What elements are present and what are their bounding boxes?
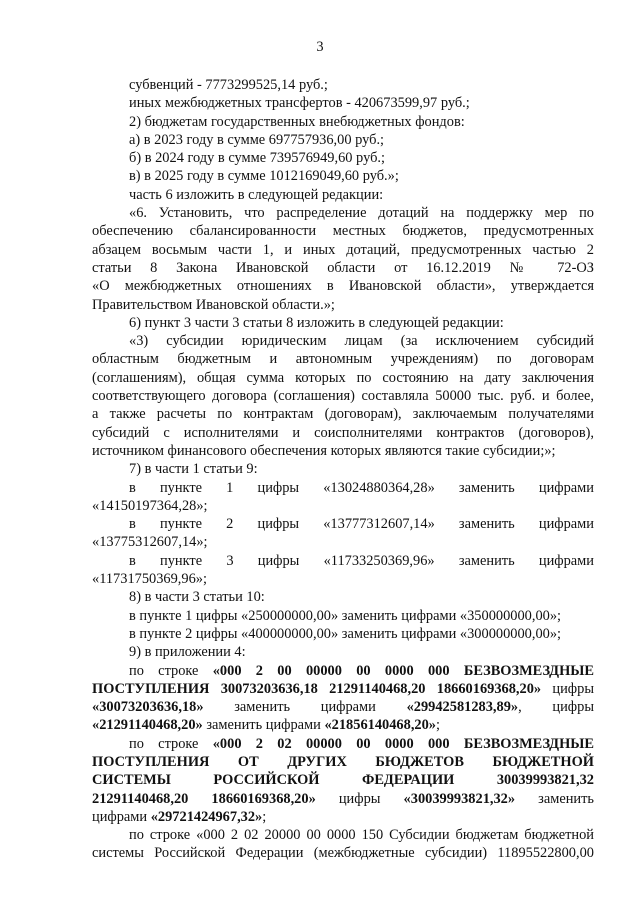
text-line: Правительством Ивановской области.»; bbox=[92, 296, 335, 313]
text-line: в) в 2025 году в сумме 1012169049,60 руб.»; bbox=[129, 168, 399, 185]
text-span: цифрами bbox=[92, 808, 151, 825]
bold-text: «29721424967,32» bbox=[150, 808, 263, 825]
text-line: в пункте 3 цифры «11733250369,96» заменить цифрами bbox=[129, 552, 594, 569]
text-line: «14150197364,28»; bbox=[92, 497, 208, 514]
bold-text: «000 2 00 00000 00 0000 000 БЕЗВОЗМЕЗДНЫЕ bbox=[212, 662, 594, 679]
text-line: в пункте 1 цифры «250000000,00» заменить цифрами «350000000,00»; bbox=[129, 607, 562, 624]
text-line: в пункте 2 цифры «400000000,00» заменить цифрами «300000000,00»; bbox=[129, 625, 562, 642]
text-span: , цифры bbox=[518, 699, 594, 716]
bold-text: СИСТЕМЫ РОССИЙСКОЙ ФЕДЕРАЦИИ 30039993821,32 bbox=[92, 772, 594, 789]
text-line: соответствующего договора (соглашения) составляла 50000 тыс. руб. и более, bbox=[92, 388, 594, 405]
text-span: заменить цифрами bbox=[202, 717, 325, 734]
text-line: статьи 8 Закона Ивановской области от 16.12.2019 № 72-ОЗ bbox=[92, 259, 594, 276]
text-line: а) в 2023 году в сумме 697757936,00 руб.; bbox=[129, 131, 385, 148]
text-line bbox=[92, 771, 594, 789]
bold-text: «30039993821,32» bbox=[403, 790, 516, 807]
text-span: цифры bbox=[541, 680, 594, 697]
text-line: б) в 2024 году в сумме 739576949,60 руб.; bbox=[129, 150, 385, 167]
text-line: субвенций - 7773299525,14 руб.; bbox=[129, 77, 328, 93]
text-line: обеспечению сбалансированности местных бюджетов, предусмотренных bbox=[92, 223, 594, 240]
text-line bbox=[92, 698, 594, 716]
bold-text: «30073203636,18» bbox=[92, 699, 204, 716]
text-line: абзацем восьмым части 1, и иных дотаций, предусмотренных частью 2 bbox=[92, 241, 594, 258]
text-line: «13775312607,14»; bbox=[92, 534, 208, 551]
page-number: 3 bbox=[316, 39, 324, 55]
text-line bbox=[92, 680, 594, 698]
text-span: по строке bbox=[129, 662, 213, 679]
text-line bbox=[92, 735, 594, 753]
text-line: «11731750369,96»; bbox=[92, 571, 207, 588]
bold-text: ПОСТУПЛЕНИЯ 30073203636,18 21291140468,20 18660169368,20» bbox=[92, 680, 542, 697]
text-line: (соглашениям), общая сумма которых по состоянию на дату заключения bbox=[92, 369, 594, 386]
text-line: субсидий с исполнителями и соисполнителями контрактов (договоров), bbox=[92, 424, 594, 441]
text-line: 6) пункт 3 части 3 статьи 8 изложить в следующей редакции: bbox=[129, 314, 504, 331]
text-line: 2) бюджетам государственных внебюджетных фондов: bbox=[129, 113, 465, 130]
text-line: 9) в приложении 4: bbox=[129, 644, 246, 661]
text-line bbox=[92, 808, 594, 826]
text-line: в пункте 2 цифры «13777312607,14» заменить цифрами bbox=[129, 516, 594, 533]
text-line: областным бюджетным и автономным учреждениям) по договорам bbox=[92, 351, 594, 368]
text-line: иных межбюджетных трансфертов - 420673599,97 руб.; bbox=[129, 95, 470, 112]
text-line bbox=[92, 790, 594, 808]
bold-text: «21291140468,20» bbox=[92, 717, 203, 734]
text-span: по строке «000 2 02 20000 00 0000 150 Субсидии бюджетам бюджетной bbox=[129, 827, 594, 844]
text-line: «6. Установить, что распределение дотаций на поддержку мер по bbox=[129, 205, 594, 222]
text-line: «О межбюджетных отношениях в Ивановской области», утверждается bbox=[92, 278, 594, 295]
bold-text: 21291140468,20 18660169368,20» bbox=[92, 790, 316, 807]
text-line: источником финансового обеспечения которых являются такие субсидии;»; bbox=[92, 442, 556, 459]
text-line: а также расчеты по контрактам (договорам), заключаемым получателями bbox=[92, 406, 594, 423]
bold-text: «000 2 02 00000 00 0000 000 БЕЗВОЗМЕЗДНЫЕ bbox=[212, 735, 594, 752]
document-body bbox=[92, 76, 594, 863]
text-line: 7) в части 1 статьи 9: bbox=[129, 461, 258, 478]
text-line bbox=[92, 753, 594, 771]
text-span: системы Российской Федерации (межбюджетные субсидии) 11895522800,00 bbox=[92, 845, 594, 862]
text-span: по строке bbox=[129, 735, 213, 752]
bold-text: ПОСТУПЛЕНИЯ ОТ ДРУГИХ БЮДЖЕТОВ БЮДЖЕТНОЙ bbox=[92, 753, 594, 770]
text-line: часть 6 изложить в следующей редакции: bbox=[129, 186, 384, 203]
text-span: цифры bbox=[315, 790, 404, 807]
text-line: «3) субсидии юридическим лицам (за исключением субсидий bbox=[129, 333, 594, 350]
text-line bbox=[92, 826, 594, 844]
text-line bbox=[92, 844, 594, 862]
text-span: ; bbox=[436, 717, 440, 734]
text-span: заменить bbox=[515, 790, 594, 807]
text-line: 8) в части 3 статьи 10: bbox=[129, 589, 265, 606]
text-line bbox=[92, 662, 594, 680]
text-line bbox=[92, 716, 594, 734]
bold-text: «29942581283,89» bbox=[406, 699, 519, 716]
text-line: в пункте 1 цифры «13024880364,28» заменить цифрами bbox=[129, 479, 594, 496]
bold-text: «21856140468,20» bbox=[324, 717, 436, 734]
text-span: заменить цифрами bbox=[203, 699, 407, 716]
text-span: ; bbox=[262, 808, 267, 825]
